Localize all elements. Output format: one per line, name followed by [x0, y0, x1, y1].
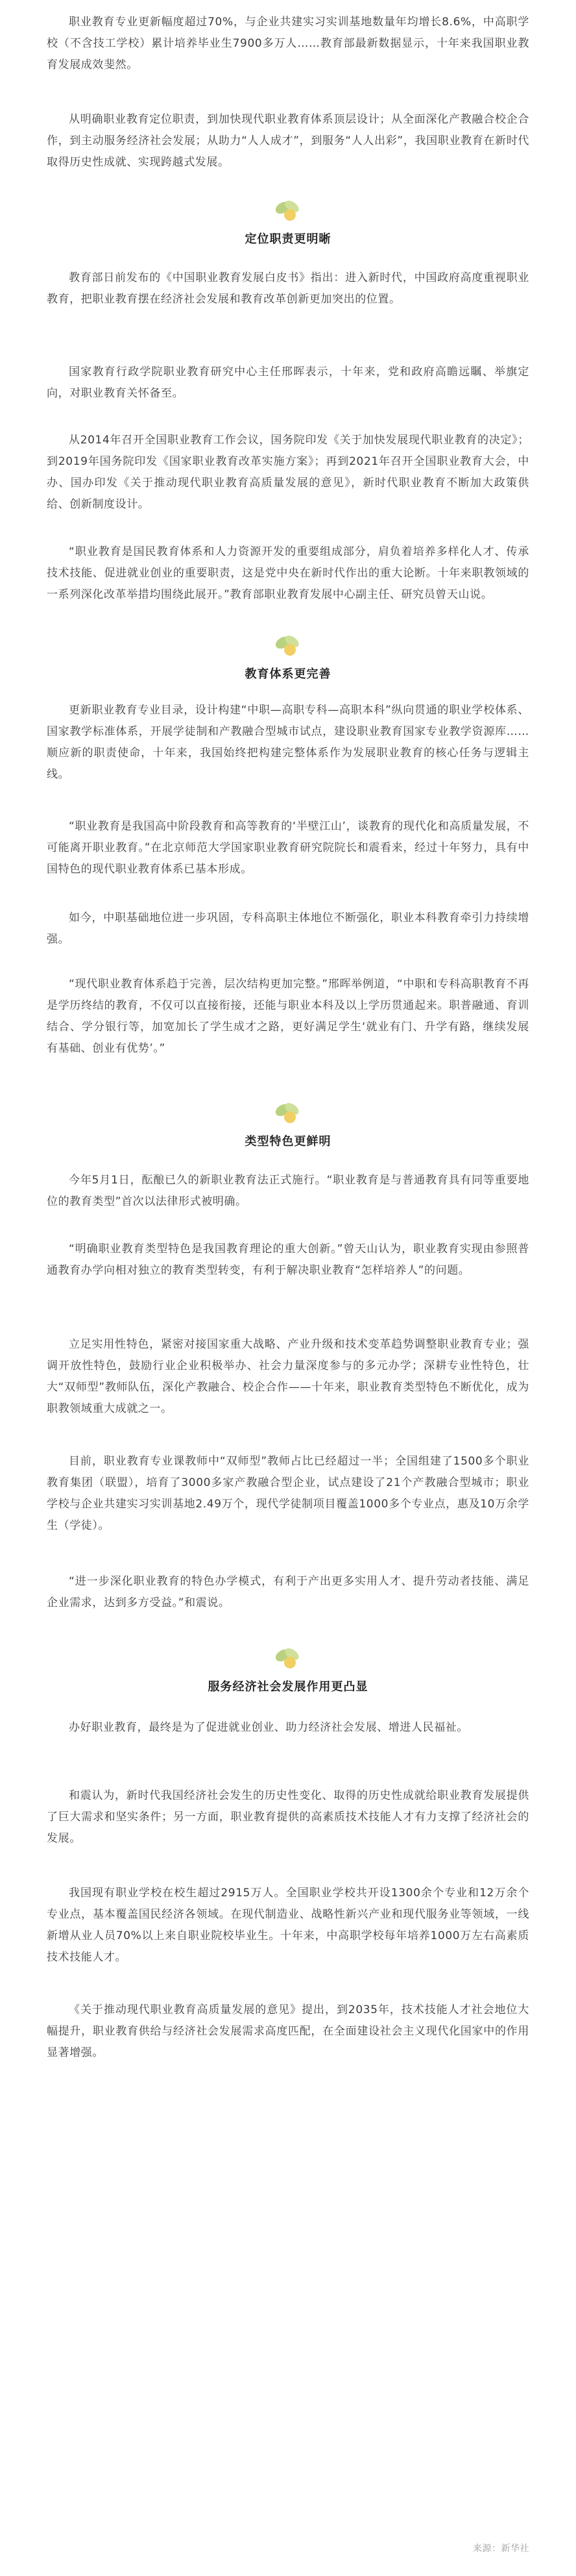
- section-title: 类型特色更鲜明: [245, 1135, 331, 1148]
- section-header: [0, 195, 576, 247]
- section-paragraph: 和震认为，新时代我国经济社会发生的历史性变化、取得的历史性成就给职业教育发展提供了巨大需求和坚实条件；另一方面，职业教育提供的高素质技术技能人才有力支撑了经济社会的发展。: [47, 1789, 529, 1845]
- section-paragraph: “明确职业教育类型特色是我国教育理论的重大创新。”曾天山认为，职业教育实现由参照普通教育办学向相对独立的教育类型转变，有利于解决职业教育“怎样培养人”的问题。: [47, 1243, 529, 1277]
- leaf-sprout-icon: [269, 1642, 307, 1671]
- section-paragraph: 如今，中职基础地位进一步巩固，专科高职主体地位不断强化，职业本科教育牵引力持续增强。: [47, 911, 529, 946]
- section-paragraph: 《关于推动现代职业教育高质量发展的意见》提出，到2035年，技术技能人才社会地位大幅提升，职业教育供给与经济社会发展需求高度匹配，在全面建设社会主义现代化国家中的作用显著增强。: [47, 2003, 529, 2059]
- section-paragraph: 立足实用性特色，紧密对接国家重大战略、产业升级和技术变革趋势调整职业教育专业；强调开放性特色，鼓励行业企业积极举办、社会力量深度参与的多元办学；深耕专业性特色，壮大“双师型”教师队伍，深化产教融合、校企合作——十年来，职业教育类型特色不断优化，成为职教领域重大成就之一。: [47, 1338, 529, 1415]
- section-title: 定位职责更明晰: [245, 232, 331, 246]
- section-paragraph: 今年5月1日，酝酿已久的新职业教育法正式施行。“职业教育是与普通教育具有同等重要地位的教育类型”首次以法律形式被明确。: [47, 1174, 529, 1208]
- leaf-sprout-icon: [269, 195, 307, 223]
- section-title: 服务经济社会发展作用更凸显: [208, 1680, 368, 1694]
- section-paragraph: 目前，职业教育专业课教师中“双师型”教师占比已经超过一半；全国组建了1500多个职业教育集团（联盟），培育了3000多家产教融合型企业，试点建设了21个产教融合型城市；职业学校与企业共建实习实训基地2.49万个，现代学徒制项目覆盖1000多个专业点，惠及10万余学生（学徒）。: [47, 1455, 529, 1532]
- section-paragraph: “现代职业教育体系趋于完善，层次结构更加完整。”邢晖举例道，“中职和专科高职教育不再是学历终结的教育，不仅可以直接衔接，还能与职业本科及以上学历贯通起来。职普融通、育训结合、学分银行等，加宽加长了学生成才之路，更好满足学生‘就业有门、升学有路，继续发展有基础、创业有优势’。”: [47, 978, 529, 1055]
- section-paragraph: “进一步深化职业教育的特色办学模式，有利于产出更多实用人才、提升劳动者技能、满足企业需求，达到多方受益。”和震说。: [47, 1575, 529, 1609]
- intro-paragraph: 职业教育专业更新幅度超过70%，与企业共建实习实训基地数量年均增长8.6%，中高职学校（不含技工学校）累计培养毕业生7900多万人……教育部最新数据显示，十年来我国职业教育发展成效斐然。: [47, 16, 529, 71]
- section-paragraph: 教育部日前发布的《中国职业教育发展白皮书》指出：进入新时代，中国政府高度重视职业教育，把职业教育摆在经济社会发展和教育改革创新更加突出的位置。: [47, 271, 529, 306]
- leaf-sprout-icon: [269, 1097, 307, 1126]
- section-title: 教育体系更完善: [245, 667, 331, 681]
- section-header: [0, 1097, 576, 1149]
- section-paragraph: “职业教育是国民教育体系和人力资源开发的重要组成部分，肩负着培养多样化人才、传承技术技能、促进就业创业的重要职责，这是党中央在新时代作出的重大论断。十年来职教领域的一系列深化改革举措均围绕此展开。”教育部职业教育发展中心副主任、研究员曾天山说。: [47, 545, 529, 601]
- section-paragraph: 我国现有职业学校在校生超过2915万人。全国职业学校共开设1300余个专业和12万余个专业点，基本覆盖国民经济各领域。在现代制造业、战略性新兴产业和现代服务业等领域，一线新增从业人员70%以上来自职业院校毕业生。十年来，中高职学校每年培养1000万左右高素质技术技能人才。: [47, 1887, 529, 1964]
- source-credit: 来源：新华社: [473, 2544, 529, 2554]
- leaf-sprout-icon: [269, 630, 307, 658]
- section-header: [0, 1642, 576, 1694]
- section-paragraph: 办好职业教育，最终是为了促进就业创业、助力经济社会发展、增进人民福祉。: [69, 1721, 468, 1734]
- section-paragraph: “职业教育是我国高中阶段教育和高等教育的‘半壁江山’，谈教育的现代化和高质量发展，不可能离开职业教育。”在北京师范大学国家职业教育研究院院长和震看来，经过十年努力，具有中国特色的现代职业教育体系已基本形成。: [47, 820, 529, 876]
- section-paragraph: 国家教育行政学院职业教育研究中心主任邢晖表示，十年来，党和政府高瞻远瞩、举旗定向，对职业教育关怀备至。: [47, 365, 529, 400]
- section-paragraph: 从2014年召开全国职业教育工作会议，国务院印发《关于加快发展现代职业教育的决定》；到2019年国务院印发《国家职业教育改革实施方案》；再到2021年召开全国职业教育大会，中办、国办印发《关于推动现代职业教育高质量发展的意见》，新时代职业教育不断加大政策供给、创新制度设计。: [47, 434, 529, 511]
- intro-paragraph: 从明确职业教育定位职责，到加快现代职业教育体系顶层设计；从全面深化产教融合校企合作，到主动服务经济社会发展；从助力“人人成才”，到服务“人人出彩”，我国职业教育在新时代取得历史性成就、实现跨越式发展。: [47, 113, 529, 169]
- section-paragraph: 更新职业教育专业目录，设计构建“中职—高职专科—高职本科”纵向贯通的职业学校体系、国家教学标准体系，开展学徒制和产教融合型城市试点，建设职业教育国家专业教学资源库……顺应新的职责使命，十年来，我国始终把构建完整体系作为发展职业教育的核心任务与逻辑主线。: [47, 704, 529, 781]
- section-header: [0, 630, 576, 682]
